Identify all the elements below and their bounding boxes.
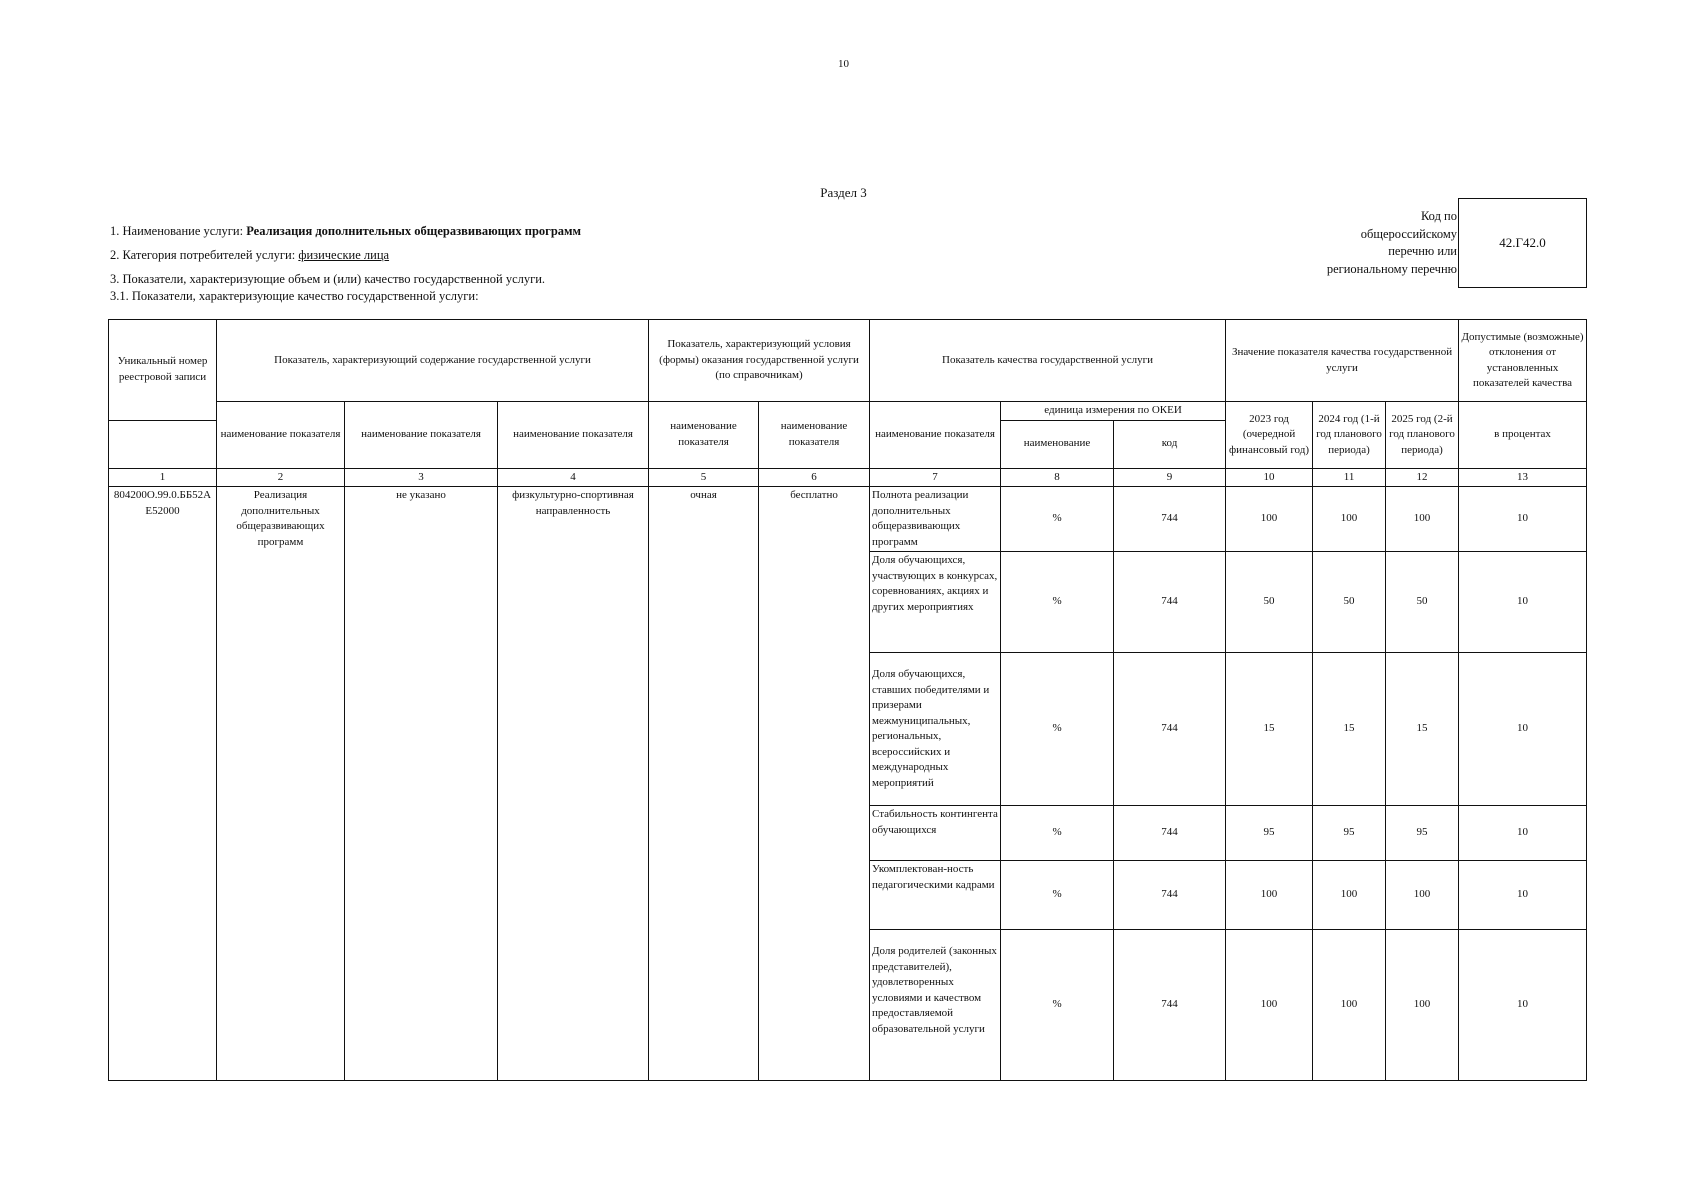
quality-indicators-heading: 3.1. Показатели, характеризующие качество государственной услуги: [110,289,479,303]
column-number: 4 [498,468,649,487]
header-content-group: Показатель, характеризующий содержание государственной услуги [217,320,649,402]
code-label-line: региональному перечню [1326,261,1457,276]
column-number: 6 [759,468,870,487]
content-indicator-1: Реализация дополнительных общеразвивающих программ [217,487,345,1081]
header-indicator-name: наименование показателя [217,402,345,469]
unit-code: 744 [1114,861,1226,930]
quality-indicator-name: Укомплектован-ность педагогическими кадрами [870,861,1001,930]
header-unique-number: Уникальный номер реестровой записи [109,320,217,421]
unit-name: % [1001,861,1114,930]
column-number: 13 [1459,468,1587,487]
code-label-line: перечню или [1388,244,1457,258]
consumer-category-prefix: 2. Категория потребителей услуги: [110,248,299,262]
unit-name: % [1001,653,1114,806]
registry-record-number: 804200О.99.0.ББ52АЕ52000 [109,487,217,1081]
value-2023: 15 [1226,653,1313,806]
unit-name: % [1001,806,1114,861]
unit-code: 744 [1114,487,1226,552]
value-2023: 100 [1226,930,1313,1081]
unit-name: % [1001,552,1114,653]
unit-code: 744 [1114,552,1226,653]
deviation-percent: 10 [1459,653,1587,806]
header-deviation-group: Допустимые (возможные) отклонения от установленных показателей качества [1459,320,1587,402]
value-2024: 100 [1313,487,1386,552]
value-2023: 95 [1226,806,1313,861]
header-conditions-group: Показатель, характеризующий условия (формы) оказания государственной услуги (по справочникам) [649,320,870,402]
value-2024: 100 [1313,861,1386,930]
unit-code: 744 [1114,806,1226,861]
header-unique-number-cont [109,420,217,468]
header-indicator-name: наименование показателя [870,402,1001,469]
value-2025: 50 [1386,552,1459,653]
column-number: 7 [870,468,1001,487]
code-label-line: общероссийскому [1360,226,1457,241]
unit-code: 744 [1114,930,1226,1081]
quality-indicator-name: Доля родителей (законных представителей), удовлетворенных условиями и качеством предоставляемой образовательной услуги [870,930,1001,1081]
header-indicator-name: наименование показателя [649,402,759,469]
service-name: Реализация дополнительных общеразвивающих программ [246,224,582,238]
deviation-percent: 10 [1459,861,1587,930]
header-year-2025: 2025 год (2-й год планового периода) [1386,402,1459,469]
header-indicator-name: наименование показателя [345,402,498,469]
page-number: 10 [838,58,849,70]
column-number: 1 [109,468,217,487]
value-2024: 15 [1313,653,1386,806]
section-title: Раздел 3 [820,185,867,200]
header-year-2023: 2023 год (очередной финансовый год) [1226,402,1313,469]
header-okei-name: наименование [1001,420,1114,468]
code-label-line: Код по [1420,209,1457,223]
registry-code-box [1458,198,1587,288]
value-2025: 100 [1386,487,1459,552]
column-number: 8 [1001,468,1114,487]
column-number-row [109,468,1587,487]
column-number: 3 [345,468,498,487]
header-value-group: Значение показателя качества государственной услуги [1226,320,1459,402]
deviation-percent: 10 [1459,930,1587,1081]
value-2024: 95 [1313,806,1386,861]
quality-indicator-name: Доля обучающихся, ставших победителями и призерами межмуниципальных, региональных, всероссийских и международных мероприятий [870,653,1001,806]
header-percent: в процентах [1459,402,1587,469]
column-number: 5 [649,468,759,487]
condition-indicator-2: бесплатно [759,487,870,1081]
quality-indicator-name: Доля обучающихся, участвующих в конкурсах, соревнованиях, акциях и других мероприятиях [870,552,1001,653]
header-indicator-name: наименование показателя [759,402,870,469]
value-2025: 95 [1386,806,1459,861]
quality-indicator-name: Полнота реализации дополнительных общеразвивающих программ [870,487,1001,552]
column-number: 11 [1313,468,1386,487]
value-2023: 50 [1226,552,1313,653]
code-label [1300,208,1457,278]
consumer-category-line [110,248,389,263]
unit-name: % [1001,487,1114,552]
value-2024: 100 [1313,930,1386,1081]
header-okei-unit: единица измерения по ОКЕИ [1001,402,1226,421]
value-2025: 100 [1386,930,1459,1081]
content-indicator-2: не указано [345,487,498,1081]
value-2023: 100 [1226,487,1313,552]
header-indicator-name: наименование показателя [498,402,649,469]
header-year-2024: 2024 год (1-й год планового периода) [1313,402,1386,469]
content-indicator-3: физкультурно-спортивная направленность [498,487,649,1081]
value-2024: 50 [1313,552,1386,653]
registry-code: 42.Г42.0 [1499,235,1546,250]
deviation-percent: 10 [1459,806,1587,861]
deviation-percent: 10 [1459,552,1587,653]
service-name-prefix: 1. Наименование услуги: [110,224,247,238]
unit-name: % [1001,930,1114,1081]
indicators-heading: 3. Показатели, характеризующие объем и (или) качество государственной услуги. [110,272,546,286]
value-2023: 100 [1226,861,1313,930]
column-number: 12 [1386,468,1459,487]
header-okei-code: код [1114,420,1226,468]
table-row [109,487,1587,552]
quality-indicators-table [108,319,1587,1081]
quality-indicator-name: Стабильность контингента обучающихся [870,806,1001,861]
consumer-category: физические лица [298,248,390,262]
column-number: 10 [1226,468,1313,487]
service-name-line [110,224,581,239]
column-number: 9 [1114,468,1226,487]
value-2025: 100 [1386,861,1459,930]
deviation-percent: 10 [1459,487,1587,552]
header-quality-group: Показатель качества государственной услуги [870,320,1226,402]
unit-code: 744 [1114,653,1226,806]
column-number: 2 [217,468,345,487]
value-2025: 15 [1386,653,1459,806]
condition-indicator-1: очная [649,487,759,1081]
